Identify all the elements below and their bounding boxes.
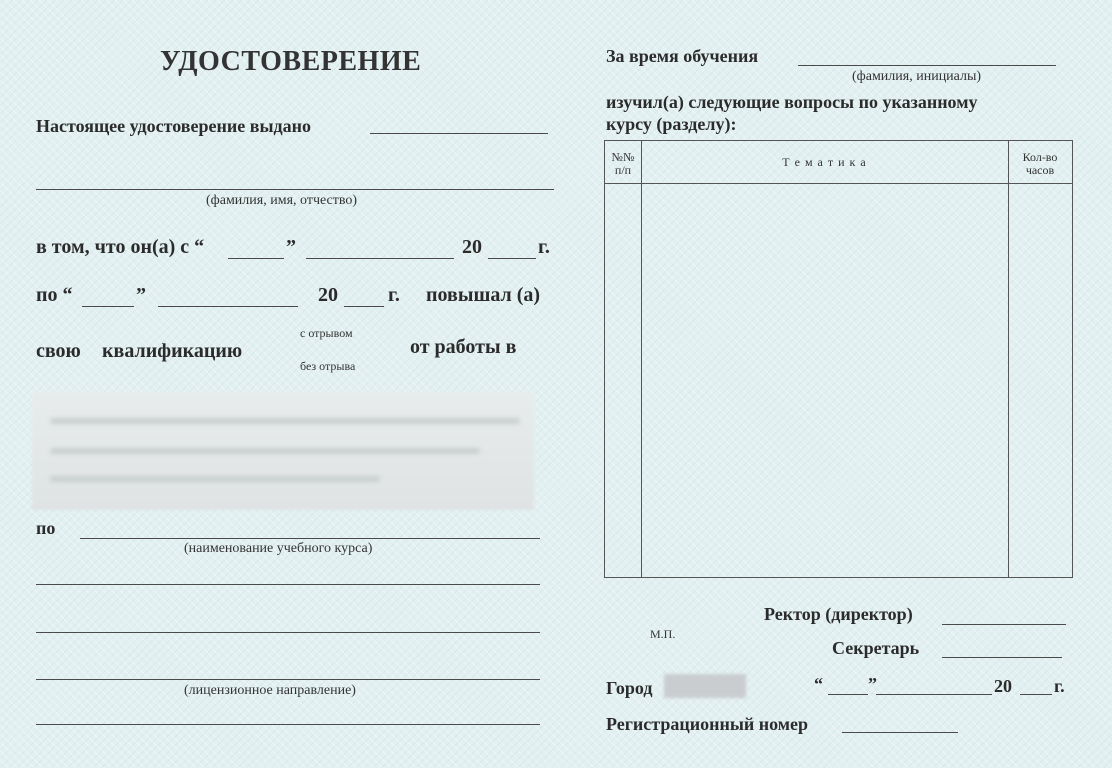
redacted-line [50, 476, 380, 482]
table-header-num: №№ п/п [611, 150, 635, 177]
secretary-label: Секретарь [832, 638, 920, 658]
document-title: УДОСТОВЕРЕНИЕ [160, 46, 422, 77]
course-line-3[interactable] [36, 632, 540, 633]
issue-quote-open: “ [814, 674, 823, 694]
license-caption: (лицензионное направление) [184, 683, 356, 698]
issue-year-suffix: г. [1054, 676, 1065, 696]
end-year-suffix: г. [388, 284, 400, 306]
seal-place-label: М.П. [650, 627, 676, 641]
issued-to-label: Настоящее удостоверение выдано [36, 116, 311, 136]
fio-caption: (фамилия, имя, отчество) [206, 193, 358, 208]
table-header-topic: Т е м а т и к а [782, 155, 867, 169]
topics-table [604, 140, 1073, 578]
table-header-divider [605, 183, 1072, 184]
table-header-hours: Кол-во часов [1022, 150, 1058, 177]
rector-label: Ректор (директор) [764, 604, 913, 624]
reg-number-label: Регистрационный номер [606, 714, 809, 734]
start-year-suffix: г. [538, 236, 550, 258]
course-line[interactable] [80, 538, 540, 539]
from-work-label: от работы в [410, 336, 517, 358]
end-day-line[interactable] [82, 306, 134, 307]
license-line-2[interactable] [36, 724, 540, 725]
license-line[interactable] [36, 679, 540, 680]
end-year-prefix: 20 [318, 284, 338, 306]
rector-signature-line[interactable] [942, 624, 1066, 625]
during-label: За время обучения [606, 46, 759, 66]
table-col-divider [641, 141, 642, 577]
issued-to-line[interactable] [370, 133, 548, 134]
fio-line[interactable] [36, 189, 554, 190]
own-label: свою [36, 340, 81, 362]
issue-year-prefix: 20 [994, 676, 1012, 696]
course-caption: (наименование учебного курса) [184, 541, 373, 556]
initials-caption: (фамилия, инициалы) [852, 69, 982, 84]
end-month-line[interactable] [158, 306, 298, 307]
issue-quote-close: ” [868, 674, 877, 694]
city-label: Город [606, 678, 653, 698]
issue-month-line[interactable] [876, 694, 992, 695]
with-break-option[interactable]: с отрывом [300, 326, 353, 340]
redacted-line [50, 448, 480, 454]
start-quote-close: ” [286, 236, 296, 258]
redacted-city [664, 674, 746, 698]
start-day-line[interactable] [228, 258, 284, 259]
improved-label: повышал (а) [426, 284, 541, 306]
start-year-prefix: 20 [462, 236, 482, 258]
redacted-line [50, 418, 520, 424]
end-quote-close: ” [136, 284, 146, 306]
issue-day-line[interactable] [828, 694, 868, 695]
without-break-option[interactable]: без отрыва [300, 359, 356, 373]
reg-number-line[interactable] [842, 732, 958, 733]
issue-year-line[interactable] [1020, 694, 1052, 695]
course-line-2[interactable] [36, 584, 540, 585]
secretary-signature-line[interactable] [942, 657, 1062, 658]
qualification-label: квалификацию [102, 340, 243, 362]
table-col-divider [1008, 141, 1009, 577]
studied-line-1: изучил(а) следующие вопросы по указанному [606, 92, 978, 112]
student-name-line[interactable] [798, 65, 1056, 66]
po-label: по [36, 518, 56, 538]
studied-line-2: курсу (разделу): [606, 114, 737, 134]
start-month-line[interactable] [306, 258, 454, 259]
in-that-label: в том, что он(а) с “ [36, 236, 205, 258]
start-year-line[interactable] [488, 258, 536, 259]
end-year-line[interactable] [344, 306, 384, 307]
end-label: по “ [36, 284, 73, 306]
